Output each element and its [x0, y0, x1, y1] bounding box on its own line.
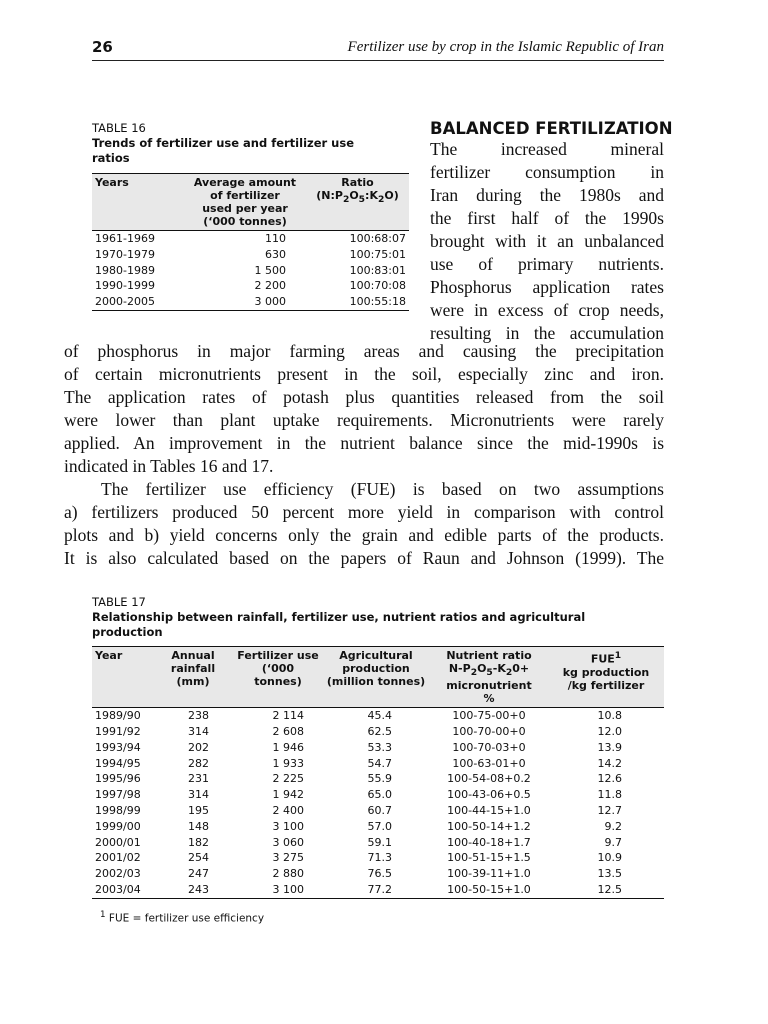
table16-title-line1: Trends of fertilizer use and fertilizer use	[92, 136, 355, 150]
t17-year: 1998/99	[95, 803, 141, 817]
table-row	[92, 787, 664, 803]
t17-fert: 3 100	[272, 819, 304, 833]
t17-ratio: 100-50-15+1.0	[430, 882, 548, 898]
t17-prod: 77.2	[322, 882, 430, 898]
t17-rain: 314	[188, 788, 209, 802]
ratio-sub: 2	[470, 667, 478, 679]
t17-prod: 53.3	[367, 740, 392, 754]
t17-fert: 3 275	[272, 851, 304, 865]
text-line: were lower than plant uptake requirements. Micronutrients were rarely	[64, 410, 664, 430]
t17-ratio: 100-70-03+0	[452, 740, 526, 754]
table16-caption	[92, 121, 412, 166]
col-fert-l2: (‘000 tonnes)	[254, 662, 302, 688]
t17-fert: 1 942	[272, 788, 304, 802]
table16-col-amount-l2: of fertilizer	[210, 189, 280, 202]
col-prod-l3: (million tonnes)	[326, 675, 426, 688]
text-line: The application rates of potash plus quantities released from the soil	[64, 387, 664, 407]
t17-fue: 12.7	[597, 803, 622, 817]
table17-col-fue	[548, 647, 664, 708]
t17-fue: 12.5	[548, 882, 664, 898]
table-row	[92, 866, 664, 882]
t16-ratio: 100:70:08	[349, 279, 406, 293]
footnote-marker: 1	[100, 910, 106, 920]
t17-fert: 1 946	[272, 740, 304, 754]
t17-prod: 62.5	[367, 724, 392, 738]
table16-col-amount-l1: Average amount	[193, 176, 297, 189]
text-line: It is also calculated based on the papers of Raun and Johnson (1999). The	[64, 548, 664, 568]
text-line: applied. An improvement in the nutrient balance since the mid-1990s is	[64, 433, 664, 453]
t17-fue: 13.5	[597, 867, 622, 881]
t17-fue: 12.6	[597, 772, 622, 786]
t17-fert: 2 400	[272, 803, 304, 817]
column-paragraph	[430, 138, 664, 345]
table-row	[92, 294, 409, 310]
fue-sup: 1	[614, 650, 622, 661]
t16-ratio: 100:68:07	[349, 232, 406, 245]
table17-footnote	[100, 910, 264, 925]
table17-header	[92, 647, 664, 708]
table16-header	[92, 174, 409, 231]
col-fue-l2: kg production	[562, 665, 650, 679]
col-fue-l3: /kg fertilizer	[567, 678, 645, 692]
table-row	[92, 247, 409, 263]
t17-prod: 76.5	[367, 867, 392, 881]
table16-col-amount	[184, 174, 306, 231]
t17-fue: 14.2	[597, 756, 622, 770]
t17-ratio: 100-54-08+0.2	[447, 772, 531, 786]
ratio-sub: 2	[505, 667, 513, 679]
t17-year: 1997/98	[95, 788, 141, 802]
table-row	[92, 724, 664, 740]
t17-ratio: 100-75-00+0	[452, 709, 526, 723]
table16-col-ratio-l1: Ratio	[341, 176, 374, 189]
table17-col-rainfall	[152, 647, 234, 708]
ratio-sub: 5	[486, 667, 493, 679]
t16-amount: 3 000	[184, 294, 306, 310]
t16-years: 1990-1999	[95, 279, 155, 293]
table16-col-ratio	[306, 174, 409, 231]
col-rain-l1: Annual	[171, 649, 215, 662]
table17-col-year: Year	[95, 649, 123, 662]
text-line: of certain micronutrients present in the soil, especially zinc and iron.	[64, 364, 664, 384]
t17-rain: 195	[188, 803, 209, 817]
t17-rain: 282	[188, 756, 209, 770]
ratio-part: 0+	[512, 662, 530, 675]
fue-label: FUE	[590, 652, 615, 666]
running-header	[92, 38, 664, 61]
t17-rain: 231	[188, 772, 209, 786]
ratio-part: (N:P	[316, 189, 343, 202]
col-fert-l1: Fertilizer use	[237, 649, 319, 662]
t17-year: 2003/04	[92, 882, 152, 898]
text-line: resulting in the accumulation	[430, 323, 664, 343]
text-line: The fertilizer use efficiency (FUE) is based on two assumptions	[101, 479, 664, 499]
t16-years: 1970-1979	[95, 247, 155, 261]
t17-prod: 54.7	[367, 756, 392, 770]
table17-col-nutrient-ratio	[430, 647, 548, 708]
text-line: fertilizer consumption in	[430, 162, 664, 182]
t17-ratio: 100-40-18+1.7	[447, 835, 531, 849]
table16-title-line2: ratios	[92, 151, 130, 165]
t17-fue: 10.9	[597, 851, 622, 865]
table-row	[92, 708, 664, 724]
col-ratio-l3: micronutrient	[446, 679, 532, 693]
text-line: brought with it an unbalanced	[430, 231, 664, 251]
ratio-part: O	[477, 662, 487, 675]
col-rain-l3: (mm)	[176, 675, 210, 688]
t17-rain: 243	[152, 882, 234, 898]
t17-fue: 13.9	[597, 740, 622, 754]
t17-year: 1993/94	[95, 740, 141, 754]
t17-fue: 9.2	[604, 819, 622, 833]
ratio-part: N-P	[448, 662, 471, 675]
col-rain-l2: rainfall	[170, 662, 216, 675]
col-ratio-l2	[433, 662, 545, 679]
table17-col-fertilizer	[234, 647, 322, 708]
ratio-sub: 2	[342, 194, 350, 206]
col-ratio-l1: Nutrient ratio	[446, 649, 532, 662]
t17-rain: 247	[188, 867, 209, 881]
text-line: The increased mineral	[430, 139, 664, 159]
t17-fert: 3 060	[272, 835, 304, 849]
t17-fert: 2 114	[272, 709, 304, 723]
text-line: Iran during the 1980s and	[430, 185, 664, 205]
t17-fue: 9.7	[604, 835, 622, 849]
ratio-part: O	[349, 189, 359, 202]
text-line: Phosphorus application rates	[430, 277, 664, 297]
table-row	[92, 263, 409, 279]
table17-title-line2: production	[92, 625, 163, 639]
t16-amount: 110	[265, 232, 286, 245]
table16	[92, 173, 409, 311]
col-ratio-l4: %	[483, 692, 495, 706]
ratio-sub: 2	[377, 194, 385, 206]
table17-col-production	[322, 647, 430, 708]
t17-year: 1994/95	[95, 756, 141, 770]
table17	[92, 646, 664, 899]
t17-rain: 314	[188, 724, 209, 738]
t16-amount: 2 200	[254, 279, 286, 293]
table16-label: TABLE 16	[92, 121, 146, 135]
t17-fert: 3 100	[234, 882, 322, 898]
table-row	[92, 803, 664, 819]
ratio-part: -K	[492, 662, 506, 675]
running-title: Fertilizer use by crop in the Islamic Republic of Iran	[347, 39, 664, 55]
section-heading: BALANCED FERTILIZATION	[430, 119, 673, 138]
t16-ratio: 100:75:01	[349, 247, 406, 261]
col-prod-l2: production	[342, 662, 410, 675]
t17-ratio: 100-44-15+1.0	[447, 803, 531, 817]
t17-ratio: 100-63-01+0	[452, 756, 526, 770]
page-number: 26	[92, 38, 113, 56]
table17-label: TABLE 17	[92, 595, 146, 609]
t17-rain: 182	[188, 835, 209, 849]
table-row	[92, 850, 664, 866]
t17-fert: 2 608	[272, 724, 304, 738]
t17-fert: 2 225	[272, 772, 304, 786]
t17-fert: 1 933	[272, 756, 304, 770]
t17-rain: 254	[188, 851, 209, 865]
table-row	[92, 231, 409, 247]
col-fue-l1	[551, 649, 661, 666]
text-line: a) fertilizers produced 50 percent more yield in comparison with control	[64, 502, 664, 522]
t17-ratio: 100-39-11+1.0	[447, 867, 531, 881]
table-row	[92, 756, 664, 772]
text-line: of phosphorus in major farming areas and causing the precipitation	[64, 341, 664, 361]
t17-rain: 148	[188, 819, 209, 833]
t17-year: 1999/00	[95, 819, 141, 833]
table16-col-years: Years	[95, 176, 129, 189]
t17-year: 2001/02	[95, 851, 141, 865]
ratio-sub: 5	[358, 194, 366, 206]
table17-title-line1: Relationship between rainfall, fertilizer use, nutrient ratios and agricultural	[92, 610, 586, 624]
t17-fue: 11.8	[597, 788, 622, 802]
t17-prod: 65.0	[367, 788, 392, 802]
body-paragraphs	[64, 340, 664, 570]
t17-ratio: 100-43-06+0.5	[447, 788, 531, 802]
t17-ratio: 100-51-15+1.5	[447, 851, 531, 865]
t17-year: 1995/96	[95, 772, 141, 786]
t17-prod: 45.4	[367, 709, 392, 723]
table16-col-amount-l4: (‘000 tonnes)	[203, 215, 287, 228]
t16-years: 2000-2005	[92, 294, 184, 310]
footnote-text: FUE = fertilizer use efficiency	[108, 912, 265, 925]
table16-col-amount-l3: used per year	[202, 202, 288, 215]
t17-prod: 57.0	[367, 819, 392, 833]
t16-amount: 630	[265, 247, 286, 261]
t16-ratio: 100:83:01	[349, 263, 406, 277]
t17-fue: 10.8	[597, 709, 622, 723]
t17-prod: 60.7	[367, 803, 392, 817]
table-row	[92, 835, 664, 851]
t16-ratio: 100:55:18	[306, 294, 409, 310]
t16-years: 1961-1969	[95, 232, 155, 245]
t17-year: 1991/92	[95, 724, 141, 738]
text-line: were in excess of crop needs,	[430, 300, 664, 320]
table-row	[92, 819, 664, 835]
t17-year: 2000/01	[95, 835, 141, 849]
t17-ratio: 100-50-14+1.2	[447, 819, 531, 833]
col-prod-l1: Agricultural	[339, 649, 413, 662]
t17-year: 2002/03	[95, 867, 141, 881]
table-row	[92, 771, 664, 787]
t16-years: 1980-1989	[95, 263, 155, 277]
text-line: the first half of the 1990s	[430, 208, 664, 228]
t16-amount: 1 500	[254, 263, 286, 277]
text-line: use of primary nutrients.	[430, 254, 664, 274]
t17-year: 1989/90	[95, 709, 141, 723]
ratio-part: :K	[365, 189, 378, 202]
t17-prod: 71.3	[367, 851, 392, 865]
table17-caption	[92, 595, 672, 640]
t17-prod: 55.9	[367, 772, 392, 786]
t17-fert: 2 880	[272, 867, 304, 881]
table-row	[92, 882, 664, 898]
t17-rain: 202	[188, 740, 209, 754]
table-row	[92, 278, 409, 294]
t17-fue: 12.0	[597, 724, 622, 738]
ratio-part: O)	[384, 189, 399, 202]
table16-col-ratio-l2	[309, 189, 406, 206]
text-line: plots and b) yield concerns only the grain and edible parts of the products.	[64, 525, 664, 545]
t17-prod: 59.1	[367, 835, 392, 849]
t17-rain: 238	[188, 709, 209, 723]
text-line: indicated in Tables 16 and 17.	[64, 456, 274, 476]
table-row	[92, 740, 664, 756]
t17-ratio: 100-70-00+0	[452, 724, 526, 738]
